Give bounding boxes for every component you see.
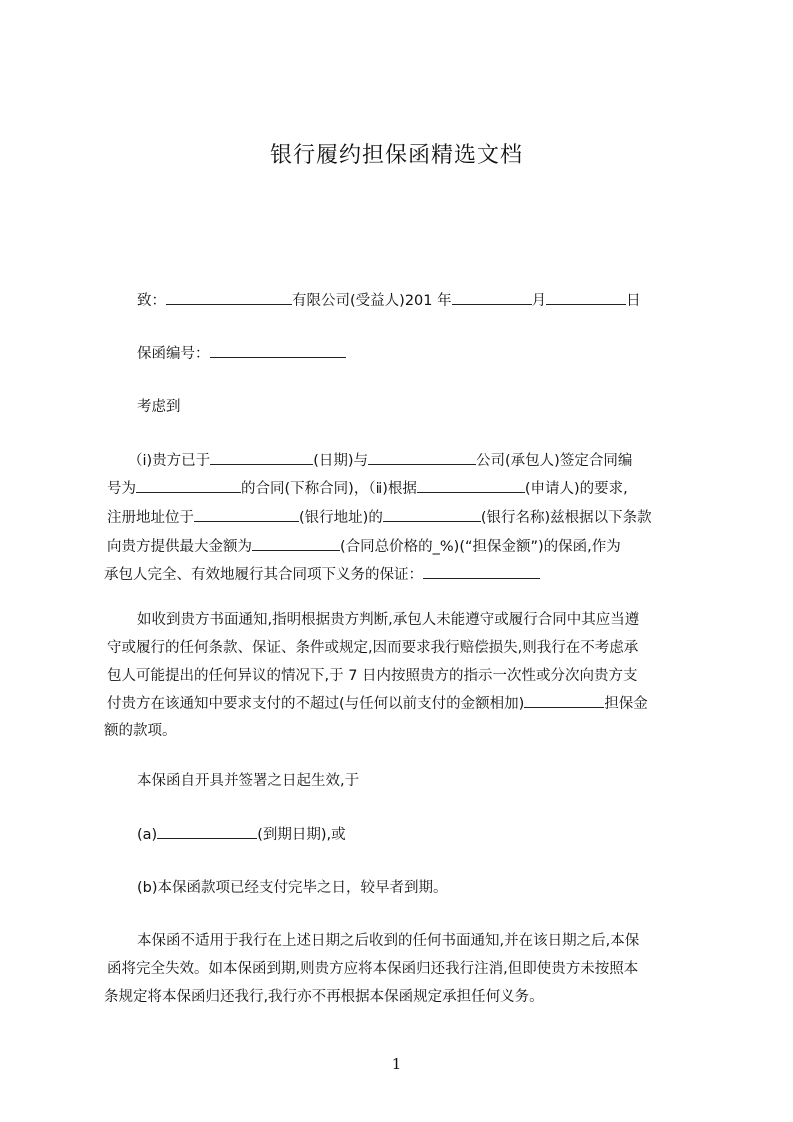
- expiry-option-b: (b)本保函款项已经支付完毕之日，较早者到期。: [137, 880, 448, 896]
- option-a-suffix: (到期日期),或: [257, 827, 346, 843]
- para1-text: (日期)与: [313, 453, 369, 469]
- para1-text: 公司(承包人)签定合同编: [476, 453, 633, 469]
- guarantee-number-blank[interactable]: [210, 343, 346, 358]
- contractor-company-blank[interactable]: [368, 450, 476, 465]
- para1-text: (银行名称)兹根据以下条款: [480, 510, 652, 526]
- to-prefix: 致：: [137, 293, 166, 309]
- para1-text: 的合同(下称合同)，（ⅱ)根据: [241, 481, 417, 497]
- para1-text: (申请人)的要求,: [524, 481, 628, 497]
- guarantee-blank[interactable]: [423, 564, 540, 579]
- page-number: 1: [391, 1055, 402, 1073]
- para2-text: 担保金: [604, 696, 648, 712]
- expiry-option-a: [137, 824, 346, 845]
- month-blank[interactable]: [452, 290, 532, 305]
- para1-line5: [104, 564, 540, 585]
- para1-text: （ⅰ)贵方已于: [128, 453, 211, 469]
- para1-line3: [107, 507, 652, 528]
- para1-text: 承包人完全、有效地履行其合同项下义务的保证：: [104, 567, 423, 583]
- guarantee-number-line: [137, 343, 346, 364]
- para1-line2: [107, 478, 628, 499]
- document-title: 银行履约担保函精选文档: [269, 143, 523, 168]
- para1-text: 注册地址位于: [107, 510, 194, 526]
- para1-line4: [107, 536, 621, 557]
- para1-text: 号为: [107, 481, 136, 497]
- para4-line2: 函将完全失效。如本保函到期,则贵方应将本保函归还我行注消,但即使贵方未按照本: [107, 961, 639, 977]
- applicant-blank[interactable]: [417, 478, 525, 493]
- para1-text: 向贵方提供最大金额为: [107, 539, 252, 555]
- para2-line5: 额的款项。: [104, 723, 177, 739]
- option-a-prefix: (a): [137, 827, 158, 843]
- para2-line2: 守或履行的任何条款、保证、条件或规定,因而要求我行赔偿损失,则我行在不考虑承: [107, 640, 639, 656]
- para4-line1: 本保函不适用于我行在上述日期之后收到的任何书面通知,并在该日期之后,本保: [137, 933, 640, 949]
- contract-number-blank[interactable]: [136, 478, 241, 493]
- para2-text: 付贵方在该通知中要求支付的不超过(与任何以前支付的金额相加): [107, 696, 525, 712]
- para2-line4: [107, 693, 648, 714]
- para1-text: (合同总价格的_%)(“担保金额”)的保函,作为: [340, 539, 621, 555]
- beneficiary-name-blank[interactable]: [166, 290, 292, 305]
- guarantee-no-label: 保函编号：: [137, 346, 210, 362]
- bank-name-blank[interactable]: [383, 507, 481, 522]
- day-label: 日: [626, 293, 641, 309]
- month-label: 月: [531, 293, 547, 309]
- para2-line3: 包人可能提出的任何异议的情况下,于 7 日内按照贵方的指示一次性或分次向贵方支: [107, 668, 638, 684]
- day-blank[interactable]: [546, 290, 626, 305]
- guarantee-amount-blank[interactable]: [524, 693, 604, 708]
- company-suffix: 有限公司(受益人)201 年: [292, 293, 452, 309]
- contract-date-blank[interactable]: [210, 450, 313, 465]
- considering-label: 考虑到: [137, 399, 181, 415]
- effective-line: 本保函自开具并签署之日起生效,于: [137, 773, 360, 789]
- bank-address-blank[interactable]: [194, 507, 299, 522]
- para4-line3: 条规定将本保函归还我行,我行亦不再根据本保函规定承担任何义务。: [104, 989, 544, 1005]
- max-amount-blank[interactable]: [252, 536, 340, 551]
- para2-line1: 如收到贵方书面通知,指明根据贵方判断,承包人未能遵守或履行合同中其应当遵: [137, 612, 640, 628]
- addressee-line: [137, 290, 641, 311]
- para1-line1: [128, 450, 632, 471]
- expiry-date-blank[interactable]: [157, 824, 257, 839]
- para1-text: (银行地址)的: [299, 510, 383, 526]
